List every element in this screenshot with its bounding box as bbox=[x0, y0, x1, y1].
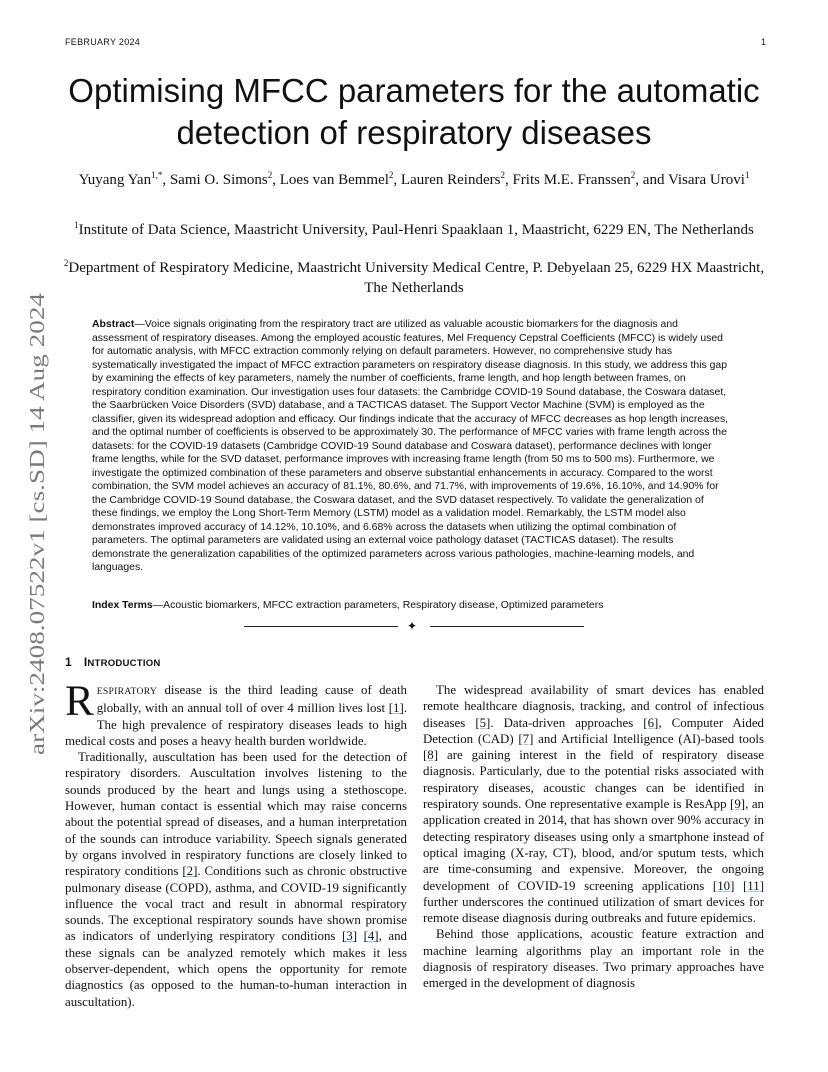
paragraph-text: , and these signals can be analyzed remotely which makes it less observer-dependent, which opens the opportunity for remote diagnostics (as opposed to the human-to-human interaction in auscultation). bbox=[65, 929, 407, 1009]
author-affiliation-mark: 1,* bbox=[151, 170, 163, 180]
affiliation bbox=[62, 220, 766, 240]
divider-diamond-icon: ✦ bbox=[407, 619, 418, 633]
paragraph bbox=[65, 749, 407, 1010]
index-terms-dash: — bbox=[152, 600, 164, 611]
index-terms-text: Acoustic biomarkers, MFCC extraction parameters, Respiratory disease, Optimized parameters bbox=[163, 600, 604, 611]
citation-link[interactable]: [3] bbox=[341, 929, 358, 944]
paragraph-text: The widespread availability of smart devices has enabled remote healthcare diagnosis, tracking, and control of infectious diseases bbox=[423, 683, 764, 730]
paragraph-text: further underscores the continued utilization of smart devices for remote disease diagnosis during outbreaks and future epidemics. bbox=[423, 894, 764, 926]
abstract-text: Voice signals originating from the respiratory tract are utilized as valuable acoustic biomarkers for the diagnosis and assessment of respiratory diseases. Among the employed acoustic features, Mel Frequency Cepstral Coefficients (MFCC) is widely used for automatic analysis, with MFCC extraction commonly relying on default parameters. However, no comprehensive study has systematically investigated the impact of MFCC extraction parameters on respiratory disease diagnosis. In this study, we address this gap by examining the effects of key parameters, namely the number of coefficients, frame length, and hop length between frames, on respiratory condition examination. Our investigation uses four datasets: the Cambridge COVID-19 Sound database, the Coswara dataset, the Saarbrücken Voice Disorders (SVD) database, and a TACTICAS dataset. The Support Vector Machine (SVM) is employed as the classifier, given its widespread adoption and efficacy. Our findings indicate that the accuracy of MFCC decreases as hop length increases, and the optimal number of coefficients is observed to be approximately 30. The performance of MFCC varies with frame length across the datasets: for the COVID-19 datasets (Cambridge COVID-19 Sound database and Coswara dataset), performance declines with longer frame lengths, while for the SVD dataset, performance improves with increasing frame length (from 50 ms to 500 ms). Furthermore, we investigate the optimized combination of these parameters and observe substantial enhancements in accuracy. Compared to the worst combination, the SVM model achieves an accuracy of 81.1%, 80.6%, and 71.7%, with improvements of 19.6%, 16.10%, and 14.90% for the Cambridge COVID-19 Sound database, the Coswara dataset, and the SVD dataset respectively. To validate the generalization of these findings, we employ the Long Short-Term Memory (LSTM) model as a validation model. Remarkably, the LSTM model also demonstrates improved accuracy of 14.12%, 10.10%, and 6.68% across the datasets when utilizing the optimal combination of parameters. The optimal parameters are validated using an external voice pathology dataset (TACTICAS dataset). The results demonstrate the generalization capabilities of the optimized parameters across various pathologies, machine-learning models, and languages. bbox=[92, 319, 729, 573]
index-terms-label: Index Terms bbox=[92, 600, 153, 611]
author-separator: , bbox=[272, 172, 280, 188]
author-name: Visara Urovi bbox=[667, 172, 745, 188]
affiliation-text: Institute of Data Science, Maastricht University, Paul-Henri Spaaklaan 1, Maastricht, 6229 EN, The Netherlands bbox=[78, 222, 754, 238]
author-separator: , bbox=[393, 172, 401, 188]
paragraph-text: , an application created in 2014, that has shown over 90% accuracy in detecting respiratory diseases using only a smartphone instead of optical imaging (X-ray, CT), blood, and/or sputum tests, which are time-consuming and expensive. Moreover, the ongoing development of COVID-19 screening applications bbox=[423, 797, 764, 893]
section-heading bbox=[65, 655, 161, 669]
citation-link[interactable]: [11] bbox=[743, 878, 764, 893]
running-header-date: FEBRUARY 2024 bbox=[65, 37, 141, 47]
author-affiliation-mark: 2 bbox=[630, 170, 636, 180]
paragraph-text: . Conditions such as chronic obstructive pulmonary disease (COPD), asthma, and COVID-19 significantly influence the vocal tract and result in abnormal respiratory sounds. The exceptional respiratory sounds have shown promise as indicators of underlying respiratory conditions bbox=[65, 864, 408, 944]
section-number: 1 bbox=[65, 655, 72, 669]
affiliation-mark: 1 bbox=[74, 220, 79, 230]
citation-link[interactable]: [9] bbox=[730, 797, 746, 812]
paragraph-text: . The high prevalence of respiratory diseases leads to high medical costs and poses a heavy health burden worldwide. bbox=[65, 701, 407, 748]
abstract bbox=[92, 318, 732, 575]
paragraph-text: Traditionally, auscultation has been used for the detection of respiratory disorders. Auscultation involves listening to the sounds produced by the heart and lungs using a stethoscope. However, human contact is essential which may raise concerns about the potential spread of diseases, and a human interpretation of the sounds can introduce variability. Speech signals generated by organs involved in respiratory functions are closely linked to respiratory conditions bbox=[65, 750, 407, 879]
paragraph-text: are gaining interest in the field of respiratory disease diagnosis. Particularly, due to the potential risks associated with respiratory diseases, acoustic changes can be identified in respiratory sounds. One representative example is ResApp bbox=[423, 748, 764, 812]
paragraph-text: Behind those applications, acoustic feature extraction and machine learning algorithms play an important role in the diagnosis of respiratory diseases. Two primary approaches have emerged in the development of diagnosis bbox=[423, 927, 764, 991]
abstract-dash: — bbox=[134, 319, 145, 330]
author-name: Yuyang Yan bbox=[78, 172, 152, 188]
author-name: Frits M.E. Franssen bbox=[512, 172, 631, 188]
arxiv-sidebar-svg bbox=[24, 290, 50, 760]
section-divider bbox=[244, 619, 584, 633]
abstract-label: Abstract bbox=[92, 319, 135, 330]
section-title-rest: NTRODUCTION bbox=[87, 658, 161, 669]
citation-link[interactable]: [10] bbox=[712, 878, 735, 893]
paragraph-text: . Data-driven approaches bbox=[490, 715, 644, 730]
affiliation-text: Department of Respiratory Medicine, Maastricht University Medical Centre, P. Debyelaan 25, 6229 HX Maastricht, The Netherlands bbox=[68, 260, 765, 296]
author-name: Loes van Bemmel bbox=[279, 172, 389, 188]
author-separator: , bbox=[504, 172, 513, 188]
paragraph bbox=[423, 682, 764, 926]
paragraph-text: and Artificial Intelligence (AI)-based tools bbox=[533, 731, 764, 746]
affiliation bbox=[62, 258, 766, 298]
author-name: Sami O. Simons bbox=[169, 172, 268, 188]
paragraph-text: , Computer Aided Detection (CAD) bbox=[423, 715, 764, 746]
index-terms bbox=[92, 599, 732, 613]
affiliation-mark: 2 bbox=[63, 258, 69, 268]
section-title-initial: I bbox=[83, 655, 88, 669]
author-affiliation-mark: 1 bbox=[744, 170, 750, 180]
body-column-right bbox=[423, 682, 764, 992]
paragraph-text bbox=[734, 879, 743, 893]
paragraph bbox=[65, 678, 407, 749]
author-separator: , and bbox=[635, 172, 668, 188]
citation-link[interactable]: [2] bbox=[182, 864, 198, 879]
divider-line-right bbox=[430, 626, 584, 627]
divider-line-left bbox=[244, 626, 398, 627]
author-separator: , bbox=[162, 172, 170, 188]
body-column-left bbox=[65, 678, 408, 1010]
author-affiliation-mark: 2 bbox=[267, 170, 273, 180]
author-affiliation-mark: 2 bbox=[500, 170, 505, 180]
paragraph-text: disease is the third leading cause of death globally, with an annual toll of over 4 million lives lost bbox=[96, 683, 407, 716]
citation-link[interactable]: [5] bbox=[475, 715, 491, 730]
page-number: 1 bbox=[760, 37, 766, 47]
citation-link[interactable]: [8] bbox=[423, 748, 439, 763]
citation-link[interactable]: [1] bbox=[388, 701, 404, 716]
citation-link[interactable]: [7] bbox=[518, 731, 534, 746]
author-name: Lauren Reinders bbox=[400, 172, 501, 188]
drop-cap: R bbox=[65, 678, 94, 725]
paragraph bbox=[423, 926, 764, 991]
arxiv-sidebar-text: arXiv:2408.07522v1 [cs.SD] 14 Aug 2024 bbox=[25, 398, 49, 755]
citation-link[interactable]: [4] bbox=[363, 929, 379, 944]
author-list bbox=[62, 170, 766, 190]
author-affiliation-mark: 2 bbox=[388, 170, 394, 180]
lead-smallcaps: ESPIRATORY bbox=[96, 686, 158, 697]
citation-link[interactable]: [6] bbox=[643, 715, 659, 730]
arxiv-sidebar-identifier bbox=[24, 290, 50, 760]
paper-title: Optimising MFCC parameters for the automatic detection of respiratory diseases bbox=[68, 72, 760, 151]
